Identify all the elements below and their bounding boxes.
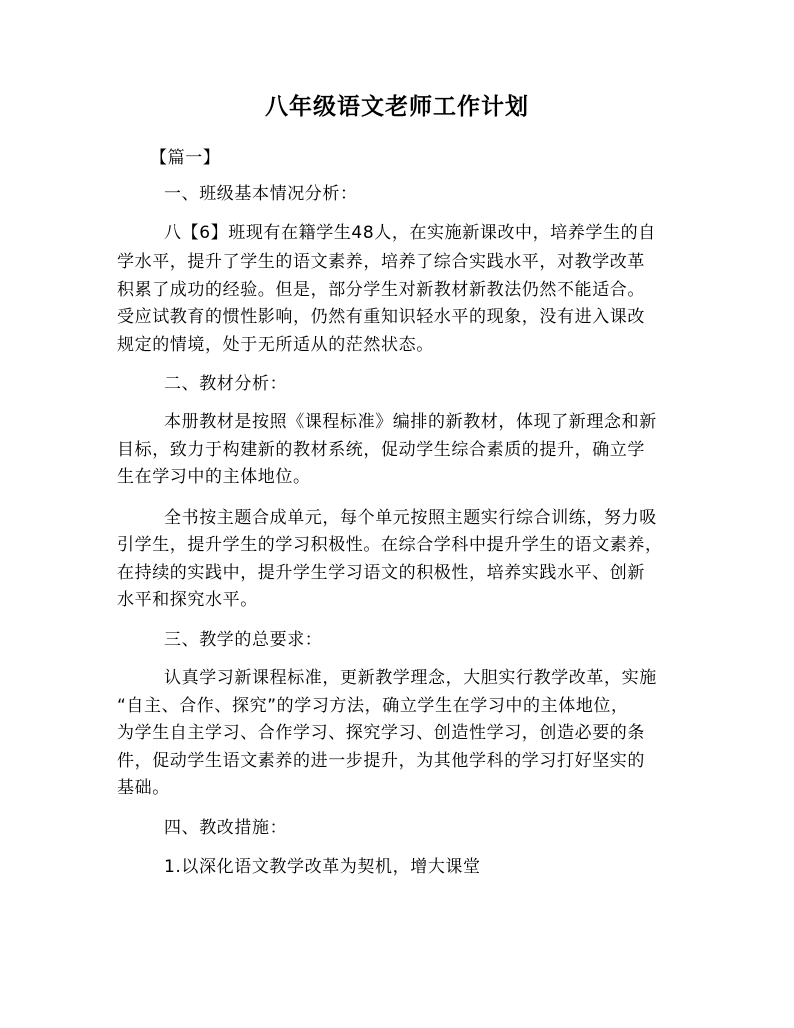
- paragraph-line: 八【6】班现有在籍学生48人，在实施新课改中，培养学生的自: [164, 223, 656, 243]
- paragraph-line: 受应试教育的惯性影响，仍然有重知识轻水平的现象，没有进入课改: [117, 307, 645, 327]
- heading-class-analysis: 一、班级基本情况分析：: [164, 184, 358, 204]
- paragraph-line: 认真学习新课程标准，更新教学理念，大胆实行教学改革，实施: [164, 668, 657, 688]
- heading-teaching-requirements: 三、教学的总要求：: [164, 630, 323, 650]
- paragraph-line: 目标，致力于构建新的教材系统，促动学生综合素质的提升，确立学: [117, 440, 645, 460]
- paragraph-line: 在持续的实践中，提升学生学习语文的积极性，培养实践水平、创新: [117, 563, 645, 583]
- list-item: 1.以深化语文教学改革为契机，增大课堂: [164, 857, 481, 877]
- paragraph-line: 件，促动学生语文素养的进一步提升，为其他学科的学习打好坚实的: [117, 751, 645, 771]
- paragraph-line: 规定的情境，处于无所适从的茫然状态。: [117, 335, 434, 355]
- paragraph-line: 积累了成功的经验。但是，部分学生对新教材新教法仍然不能适合。: [117, 280, 645, 300]
- paragraph-line: 生在学习中的主体地位。: [117, 467, 311, 487]
- paragraph-line: “自主、合作、探究”的学习方法，确立学生在学习中的主体地位，: [117, 696, 629, 716]
- section-label: 【篇一】: [150, 148, 221, 168]
- document-title: 八年级语文老师工作计划: [265, 93, 529, 120]
- heading-reform-measures: 四、教改措施：: [164, 818, 288, 838]
- paragraph-line: 本册教材是按照《课程标准》编排的新教材，体现了新理念和新: [164, 412, 657, 432]
- paragraph-line: 学水平，提升了学生的语文素养，培养了综合实践水平，对教学改革: [117, 252, 645, 272]
- heading-textbook-analysis: 二、教材分析：: [164, 374, 288, 394]
- paragraph-line: 全书按主题合成单元，每个单元按照主题实行综合训练，努力吸: [164, 508, 657, 528]
- paragraph-line: 水平和探究水平。: [117, 590, 258, 610]
- paragraph-line: 为学生自主学习、合作学习、探究学习、创造性学习，创造必要的条: [117, 723, 645, 743]
- paragraph-line: 引学生，提升学生的学习积极性。在综合学科中提升学生的语文素养，: [117, 535, 663, 555]
- paragraph-line: 基础。: [117, 778, 170, 798]
